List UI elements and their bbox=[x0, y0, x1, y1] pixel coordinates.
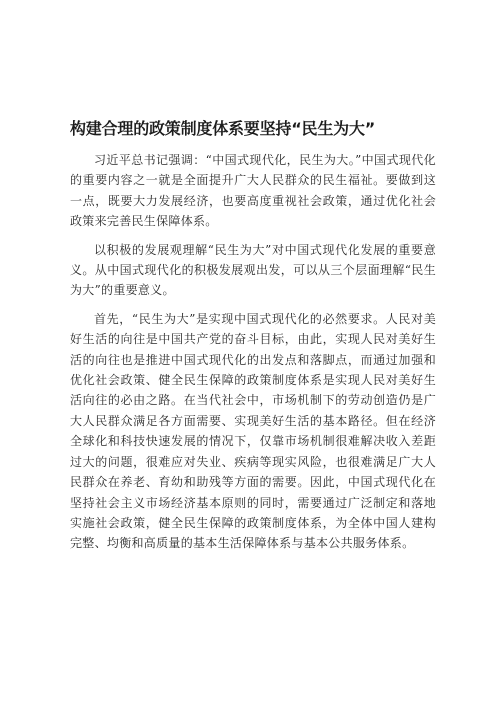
document-title: 构建合理的政策制度体系要坚持“民生为大” bbox=[70, 119, 376, 138]
document-body bbox=[70, 150, 436, 562]
paragraph-3: 首先，“民生为大”是实现中国式现代化的必然要求。人民对美好生活的向往是中国共产党的奋斗目标，由此，实现人民对美好生活的向往也是推进中国式现代化的出发点和落脚点，而通过加强和优化社会政策、健全民生保障的政策制度体系是实现人民对美好生活向往的必由之路。在当代社会中，市场机制下的劳动创造仍是广大人民群众满足各方面需要、实现美好生活的基本路径。但在经济全球化和科技快速发展的情况下，仅靠市场机制很难解决收入差距过大的问题，很难应对失业、疾病等现实风险，也很难满足广大人民群众在养老、育幼和助残等方面的需要。因此，中国式现代化在坚持社会主义市场经济基本原则的同时，需要通过广泛制定和落地实施社会政策，健全民生保障的政策制度体系，为全体中国人建构完整、均衡和高质量的基本生活保障体系与基本公共服务体系。 bbox=[70, 311, 436, 551]
paragraph-1: 习近平总书记强调：“中国式现代化，民生为大。”中国式现代化的重要内容之一就是全面提升广大人民群众的民生福祉。要做到这一点，既要大力发展经济，也要高度重视社会政策，通过优化社会政策来完善民生保障体系。 bbox=[70, 153, 436, 229]
paragraph-2: 以积极的发展观理解“民生为大”对中国式现代化发展的重要意义。从中国式现代化的积极发展观出发，可以从三个层面理解“民生为大”的重要意义。 bbox=[70, 242, 436, 298]
